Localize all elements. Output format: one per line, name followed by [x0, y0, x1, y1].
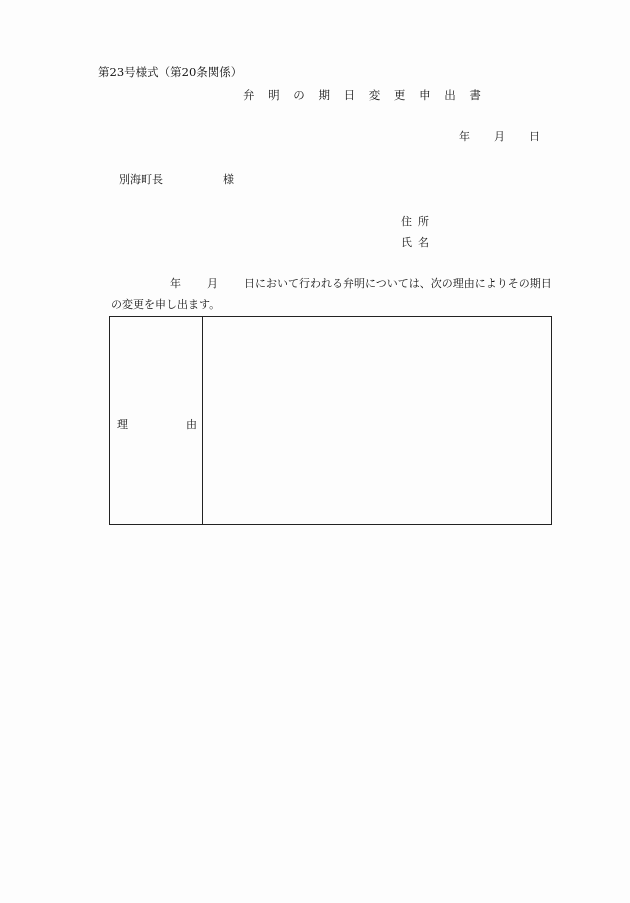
request-statement-line2: の変更を申し出ます。: [111, 298, 221, 311]
form-number: 第23号様式（第20条関係）: [98, 65, 243, 79]
addressee-name: 別海町長: [119, 173, 163, 186]
addressee-honorific: 様: [223, 173, 234, 186]
addressee: [119, 174, 234, 185]
reason-table: [109, 316, 552, 525]
date-day-label: 日: [529, 130, 540, 143]
request-statement-text: 日において行われる弁明については、次の理由によりその期日: [244, 277, 552, 290]
date-year-label: 年: [459, 130, 470, 143]
reason-input-field[interactable]: [203, 317, 551, 524]
reason-label-yu: 由: [186, 418, 197, 431]
reason-label-ri: 理: [117, 418, 128, 431]
hearing-year-label: 年: [170, 277, 181, 290]
request-statement-line1: [170, 278, 552, 289]
hearing-month-label: 月: [207, 277, 218, 290]
document-title: 弁 明 の 期 日 変 更 申 出 書: [243, 88, 486, 102]
date-month-label: 月: [494, 130, 505, 143]
submission-date: [459, 131, 540, 142]
applicant-name-label: 氏名: [401, 236, 435, 249]
reason-label-cell: [110, 317, 203, 524]
applicant-address-label: 住所: [401, 215, 435, 228]
